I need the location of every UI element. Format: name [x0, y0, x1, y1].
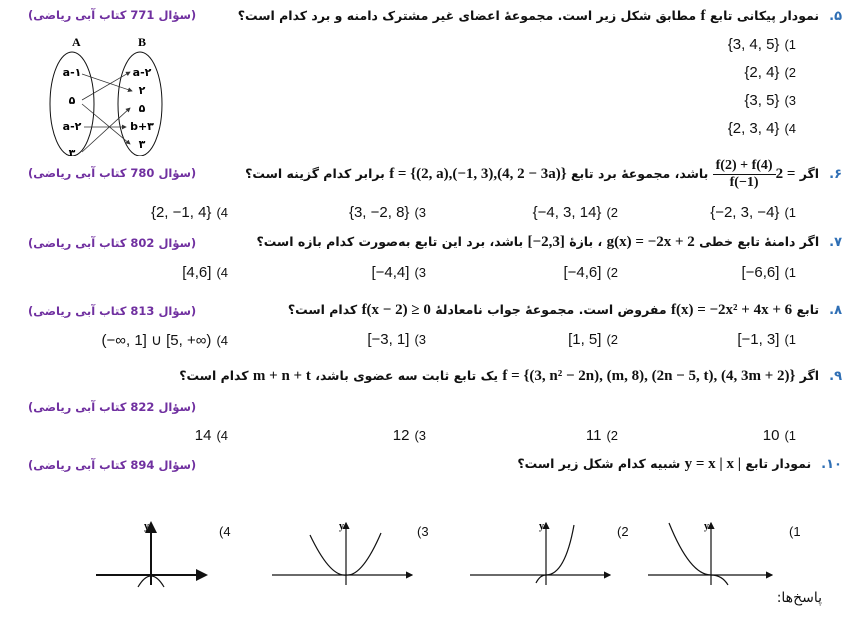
- text: یک تابع ثابت سه عضوی باشد،: [315, 368, 499, 383]
- text: ۱۰.: [821, 457, 842, 472]
- text: 2 =: [775, 166, 796, 182]
- text: (−∞, 1] ∪ [5, +∞): [101, 332, 212, 349]
- text: [−4,4]: [371, 264, 410, 281]
- text: (2: [784, 65, 796, 80]
- text: ۳: [138, 138, 146, 151]
- text: ۲: [138, 84, 146, 97]
- answers-heading: پاسخ‌ها:: [776, 590, 822, 606]
- source-tag: (سؤال 771 کتاب آبی ریاضی): [28, 8, 197, 22]
- text: {3, 4, 5}: [727, 36, 780, 53]
- text: (2: [606, 332, 618, 347]
- text: (1: [784, 37, 796, 52]
- text: (4: [216, 333, 228, 348]
- text: نمودار تابع: [745, 456, 812, 471]
- text: [−4,6]: [563, 264, 602, 281]
- text: 12: [392, 427, 410, 444]
- text: [−6,6]: [741, 264, 780, 281]
- text: (3: [414, 332, 426, 347]
- text: f = {(2, a),(−1, 3),(4, 2 − 3a)}: [389, 166, 567, 182]
- text: {2, −1, 4}: [150, 204, 212, 221]
- source-tag: (سؤال 802 کتاب آبی ریاضی): [28, 236, 197, 250]
- option-3[interactable]: [744, 92, 796, 109]
- option-4[interactable]: [195, 427, 228, 444]
- text: y: [539, 521, 544, 532]
- text: (4: [216, 428, 228, 443]
- text: (3: [414, 428, 426, 443]
- question-number: ۵.: [829, 9, 842, 24]
- source-tag: (سؤال 780 کتاب آبی ریاضی): [28, 166, 197, 180]
- text: y: [704, 521, 709, 532]
- option-2[interactable]: [568, 331, 618, 348]
- text: شبیه کدام شکل زیر است؟: [517, 456, 681, 471]
- text: f(x) = −2x² + 4x + 6: [670, 302, 793, 318]
- text: تابع: [796, 302, 820, 317]
- text: [−2,3]: [527, 234, 565, 250]
- text: اگر دامنهٔ تابع خطی: [699, 234, 820, 249]
- text: ، بازهٔ: [569, 234, 603, 249]
- text: (1: [789, 524, 801, 539]
- text: a-۲: [62, 120, 82, 133]
- option-2[interactable]: [586, 427, 618, 444]
- option-2[interactable]: [533, 204, 618, 221]
- text: [1, 5]: [568, 331, 602, 348]
- text: (1: [784, 205, 796, 220]
- text: مفروض است. مجموعهٔ جواب نامعادلهٔ: [435, 302, 667, 317]
- text: (4: [216, 205, 228, 220]
- option-4[interactable]: [182, 264, 228, 281]
- text: [4,6]: [182, 264, 212, 281]
- text: a-۲: [132, 66, 152, 79]
- option-3[interactable]: [349, 204, 426, 221]
- text: باشد، برد این تابع به‌صورت کدام بازه است؟: [256, 234, 524, 249]
- text: (4: [216, 265, 228, 280]
- option-3[interactable]: [367, 331, 426, 348]
- question-7: [256, 234, 842, 251]
- text: [−1, 3]: [737, 331, 780, 348]
- text: {−4, 3, 14}: [532, 204, 602, 221]
- graph-option-1: [648, 523, 772, 585]
- arrow-diagram: [20, 34, 170, 156]
- graph-option-3: [272, 523, 412, 585]
- question-text: مطابق شکل زیر است. مجموعهٔ اعضای غیر مشترک دامنه و برد کدام است؟: [237, 8, 697, 23]
- question-5: [238, 8, 842, 25]
- text: ۶.: [829, 167, 842, 182]
- option-1[interactable]: [741, 264, 796, 281]
- option-4[interactable]: [102, 331, 228, 349]
- text: (1: [784, 265, 796, 280]
- option-1[interactable]: [763, 427, 796, 444]
- text: ۸.: [829, 303, 842, 318]
- text: g(x) = −2x + 2: [606, 234, 695, 250]
- text: {−2, 3, −4}: [710, 204, 780, 221]
- source-tag: (سؤال 822 کتاب آبی ریاضی): [28, 400, 197, 414]
- text: y: [339, 521, 344, 532]
- text: 10: [762, 427, 780, 444]
- text: {3, 5}: [744, 92, 780, 109]
- text: (3: [784, 93, 796, 108]
- text: ۳: [68, 147, 76, 156]
- question-9: [179, 368, 842, 385]
- text: (1: [784, 428, 796, 443]
- text: f(−1): [729, 175, 759, 190]
- text: f(2) + f(4): [713, 158, 776, 175]
- text: b+۳: [130, 120, 154, 133]
- text: (1: [784, 332, 796, 347]
- question-10: [517, 456, 842, 473]
- text: f(x − 2) ≥ 0: [361, 302, 431, 318]
- text: (3: [414, 265, 426, 280]
- question-text: نمودار پیکانی تابع: [709, 8, 820, 23]
- text: y: [144, 521, 149, 532]
- text: {3, −2, 8}: [348, 204, 410, 221]
- graph-options: [0, 515, 862, 590]
- option-1[interactable]: [710, 204, 796, 221]
- text: 11: [585, 427, 602, 444]
- text: کدام است؟: [179, 368, 249, 383]
- text: (2: [606, 428, 618, 443]
- option-3[interactable]: [371, 264, 426, 281]
- text: a-۱: [62, 66, 82, 79]
- text: (4: [219, 524, 231, 539]
- text: (2: [606, 265, 618, 280]
- question-6: [245, 158, 842, 191]
- option-1[interactable]: [737, 331, 796, 348]
- text: ۷.: [829, 235, 842, 250]
- graph-option-2: [470, 523, 610, 585]
- option-4[interactable]: [151, 204, 228, 221]
- source-tag: (سؤال 894 کتاب آبی ریاضی): [28, 458, 197, 472]
- text: اگر: [799, 368, 820, 383]
- option-2[interactable]: [563, 264, 618, 281]
- text: ۵: [68, 94, 76, 107]
- fraction: [713, 158, 776, 191]
- text: اگر: [799, 166, 820, 181]
- text: باشد، مجموعهٔ برد تابع: [570, 166, 709, 181]
- text: f = {(3, n² − 2n), (m, 8), (2n − 5, t), (4, 3m + 2)}: [502, 368, 796, 384]
- text: ۹.: [829, 369, 842, 384]
- text: m + n + t: [252, 368, 311, 384]
- question-8: [288, 302, 842, 319]
- text: 14: [194, 427, 212, 444]
- source-tag: (سؤال 813 کتاب آبی ریاضی): [28, 304, 197, 318]
- option-2[interactable]: [744, 64, 796, 81]
- option-4[interactable]: [728, 120, 796, 137]
- math: f: [700, 8, 706, 24]
- text: برابر کدام گزینه است؟: [245, 166, 385, 181]
- text: کدام است؟: [287, 302, 358, 317]
- text: (2: [606, 205, 618, 220]
- graph-option-4: [96, 523, 206, 587]
- text: (4: [784, 121, 796, 136]
- option-3[interactable]: [393, 427, 426, 444]
- option-1[interactable]: [728, 36, 796, 53]
- text: (2: [617, 524, 629, 539]
- set-a-label: A: [72, 35, 81, 49]
- text: [−3, 1]: [367, 331, 410, 348]
- text: y = x | x |: [684, 456, 742, 472]
- text: ۵: [138, 102, 146, 115]
- set-b-label: B: [138, 35, 147, 49]
- text: {2, 3, 4}: [727, 120, 780, 137]
- text: {2, 4}: [744, 64, 780, 81]
- text: (3: [417, 524, 429, 539]
- text: (3: [414, 205, 426, 220]
